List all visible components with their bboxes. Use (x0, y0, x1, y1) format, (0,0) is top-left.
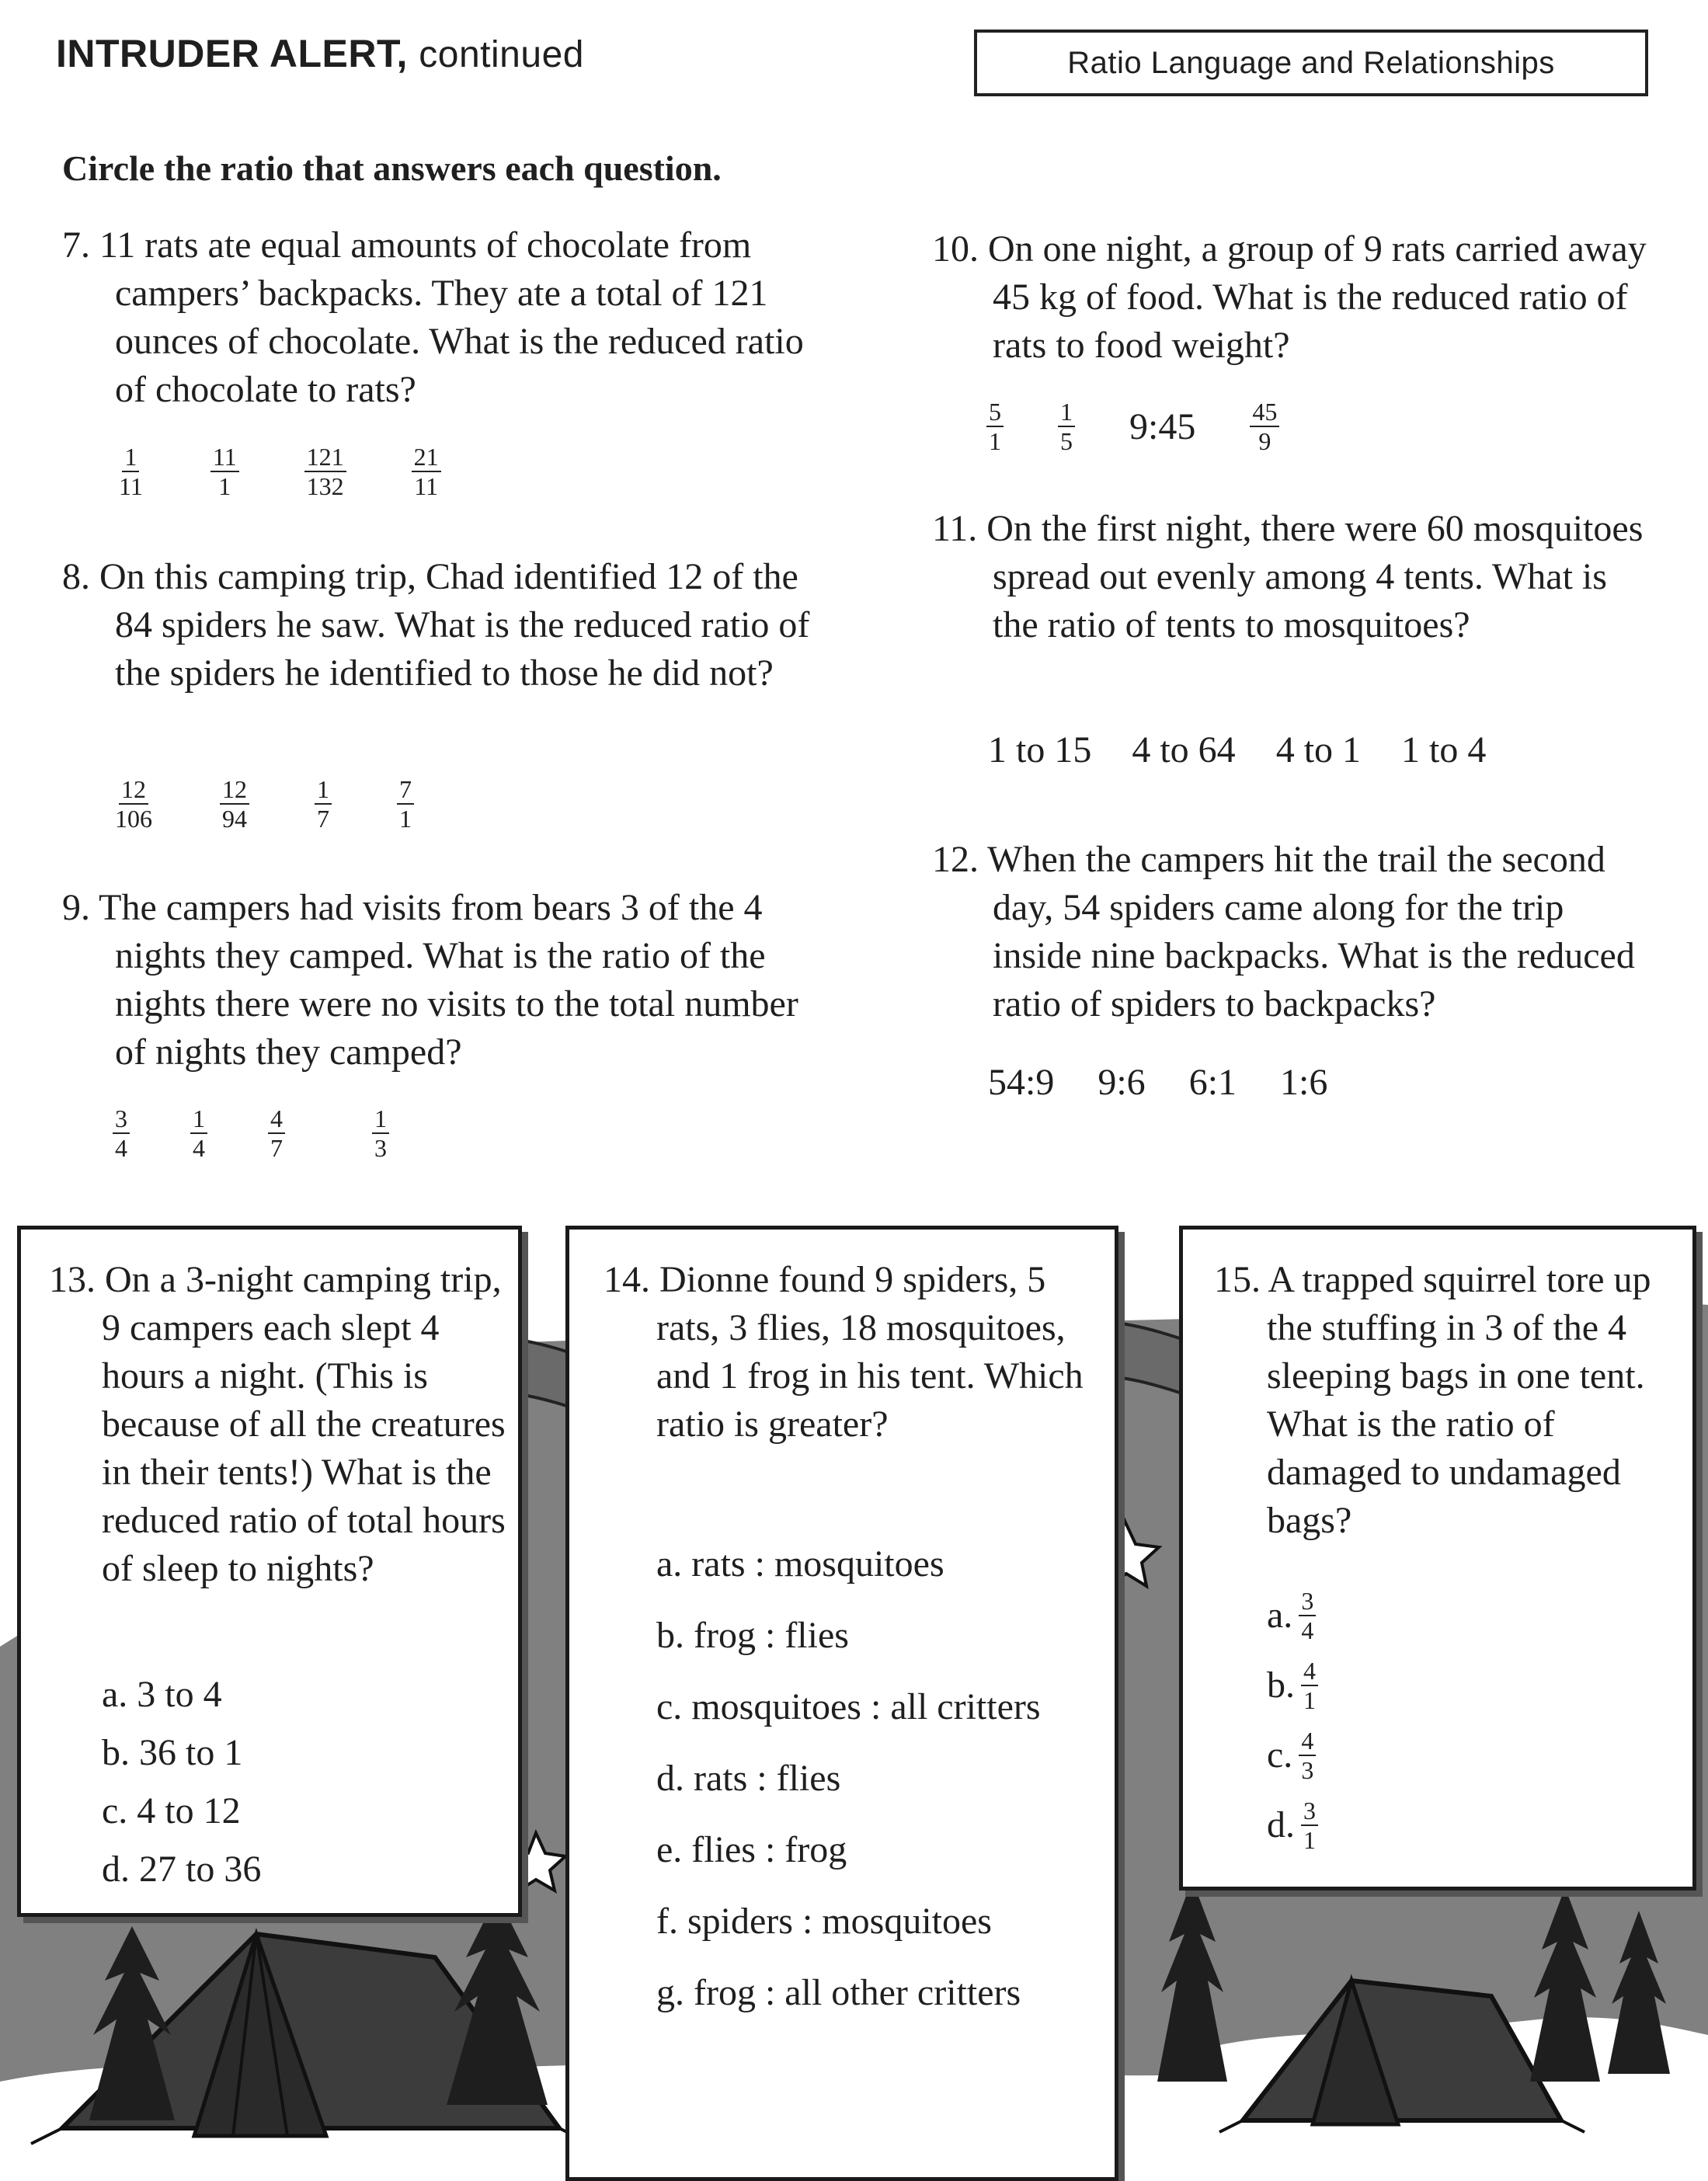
question-text: On one night, a group of 9 rats carried away 45 kg of food. What is the reduced ratio of rats to food weight? (988, 228, 1647, 366)
choice-a[interactable]: 1 to 15 (988, 729, 1092, 770)
choice-d[interactable]: $\frac{45}{9}$ (1250, 398, 1279, 455)
question-11-choices (988, 729, 1486, 771)
option-d[interactable]: d. $\frac{3}{1}$ (1267, 1797, 1318, 1854)
choice-a[interactable]: $\frac{3}{4}$ (113, 1104, 130, 1162)
question-11 (932, 505, 1647, 649)
choice-d[interactable]: 1:6 (1280, 1062, 1328, 1103)
option-a[interactable]: a. rats : mosquitoes (656, 1543, 944, 1584)
option-f[interactable]: f. spiders : mosquitoes (656, 1901, 992, 1942)
choice-a[interactable]: 54:9 (988, 1062, 1055, 1103)
question-text: A trapped squirrel tore up the stuffing in 3 of the 4 sleeping bags in one tent. What is the ratio of damaged to undamaged bags? (1267, 1259, 1651, 1541)
question-7-choices (117, 443, 441, 500)
choice-b[interactable]: $\frac{12}{94}$ (220, 775, 249, 833)
question-text: On the first night, there were 60 mosquitoes spread out evenly among 4 tents. What is the ratio of tents to mosquitoes? (986, 508, 1644, 645)
choice-a[interactable]: $\frac{5}{1}$ (986, 398, 1004, 455)
choice-d[interactable]: $\frac{21}{11}$ (412, 443, 441, 500)
choice-c[interactable]: 6:1 (1188, 1062, 1237, 1103)
question-12-choices (988, 1061, 1327, 1104)
option-a[interactable]: a. $\frac{3}{4}$ (1267, 1587, 1316, 1644)
question-13-panel (17, 1226, 522, 1917)
choice-d[interactable]: $\frac{1}{3}$ (372, 1104, 389, 1162)
question-number: 15. (1214, 1259, 1261, 1300)
choice-d[interactable]: 1 to 4 (1401, 729, 1487, 770)
question-number: 9. (62, 887, 90, 928)
choice-c[interactable]: 9:45 (1129, 405, 1196, 447)
choice-b[interactable]: $\frac{1}{4}$ (190, 1104, 207, 1162)
option-b[interactable]: b. frog : flies (656, 1615, 849, 1656)
choice-a[interactable]: $\frac{12}{106}$ (115, 775, 152, 833)
question-number: 12. (932, 839, 979, 880)
choice-b[interactable]: 9:6 (1098, 1062, 1146, 1103)
option-e[interactable]: e. flies : frog (656, 1829, 847, 1870)
page-title (56, 31, 584, 76)
question-text: 11 rats ate equal amounts of chocolate from campers’ backpacks. They ate a total of 121 ounces of chocolate. What is the reduced ratio of chocolate to rats? (99, 224, 804, 410)
option-b[interactable]: b. 36 to 1 (102, 1732, 243, 1773)
topic-label: Ratio Language and Relationships (974, 30, 1648, 96)
question-text: When the campers hit the trail the second day, 54 spiders came along for the trip inside nine backpacks. What is the reduced ratio of spiders to backpacks? (987, 839, 1635, 1024)
question-text: The campers had visits from bears 3 of the 4 nights they camped. What is the ratio of the nights there were no visits to the total number of nights they camped? (99, 887, 798, 1073)
question-10-choices (986, 398, 1279, 455)
question-number: 11. (932, 508, 978, 549)
option-a[interactable]: a. 3 to 4 (102, 1674, 222, 1715)
question-14-panel (565, 1226, 1118, 2181)
option-d[interactable]: d. 27 to 36 (102, 1849, 262, 1890)
question-number: 10. (932, 228, 979, 270)
instructions: Circle the ratio that answers each question. (62, 148, 722, 188)
question-8 (62, 553, 823, 697)
choice-a[interactable]: $\frac{1}{11}$ (119, 443, 143, 500)
question-12 (932, 836, 1647, 1028)
option-b[interactable]: b. $\frac{4}{1}$ (1267, 1657, 1318, 1714)
title-main: INTRUDER ALERT, (56, 32, 408, 75)
title-continued: continued (419, 34, 584, 75)
question-7 (62, 221, 823, 414)
question-10 (932, 225, 1647, 370)
option-c[interactable]: c. $\frac{4}{3}$ (1267, 1727, 1316, 1784)
option-d[interactable]: d. rats : flies (656, 1758, 841, 1799)
question-9 (62, 884, 823, 1077)
question-15-panel (1179, 1226, 1696, 1891)
question-text: On this camping trip, Chad identified 12 of the 84 spiders he saw. What is the reduced ratio of the spiders he identified to those he did not? (99, 556, 810, 694)
choice-d[interactable]: $\frac{7}{1}$ (397, 775, 414, 833)
choice-b[interactable]: 4 to 64 (1132, 729, 1236, 770)
question-number: 13. (49, 1259, 96, 1300)
question-number: 8. (62, 556, 90, 597)
question-8-choices (113, 775, 414, 833)
choice-b[interactable]: $\frac{11}{1}$ (210, 443, 239, 500)
choice-c[interactable]: $\frac{121}{132}$ (304, 443, 346, 500)
choice-c[interactable]: $\frac{1}{7}$ (315, 775, 332, 833)
choice-b[interactable]: $\frac{1}{5}$ (1058, 398, 1075, 455)
question-text: On a 3-night camping trip, 9 campers each slept 4 hours a night. (This is because of all the creatures in their tents!) What is the reduced ratio of total hours of sleep to nights? (102, 1259, 506, 1589)
choice-c[interactable]: $\frac{4}{7}$ (268, 1104, 285, 1162)
option-c[interactable]: c. 4 to 12 (102, 1790, 241, 1831)
question-9-choices (113, 1104, 389, 1162)
question-text: Dionne found 9 spiders, 5 rats, 3 flies, 18 mosquitoes, and 1 frog in his tent. Which ratio is greater? (656, 1259, 1084, 1445)
choice-c[interactable]: 4 to 1 (1275, 729, 1362, 770)
question-number: 7. (62, 224, 90, 266)
question-number: 14. (604, 1259, 650, 1300)
option-g[interactable]: g. frog : all other critters (656, 1972, 1021, 2013)
option-c[interactable]: c. mosquitoes : all critters (656, 1686, 1041, 1727)
